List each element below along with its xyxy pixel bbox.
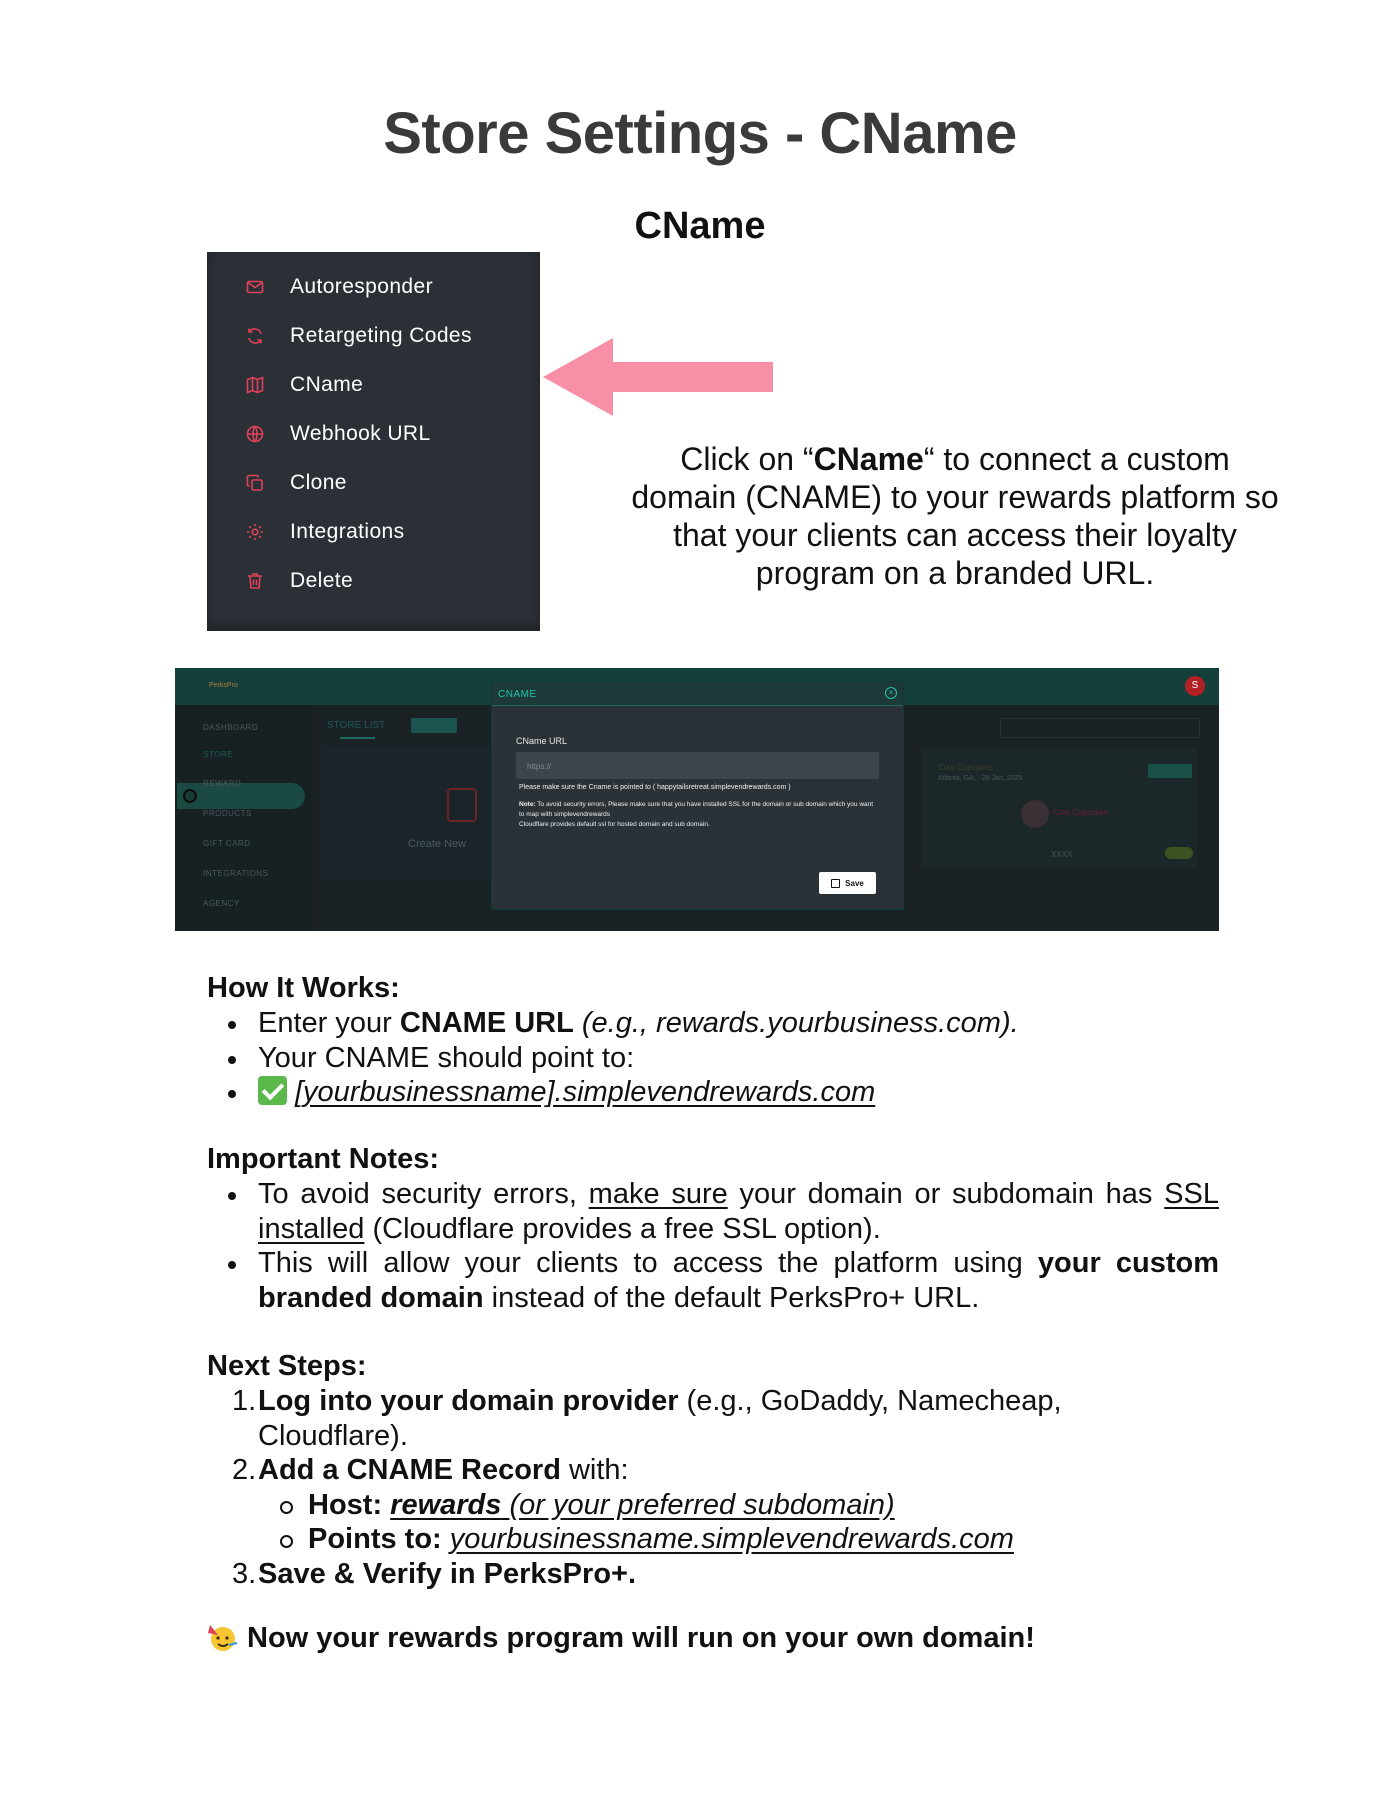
next-steps-heading: Next Steps:: [207, 1350, 367, 1382]
tab-store-list[interactable]: STORE LIST: [327, 720, 386, 731]
sidebar-item-products[interactable]: PRODUCTS: [203, 809, 252, 818]
cname-pointer-note: Please make sure the Cname is pointed to ( happytailsretreat.simplevendrewards.com ): [519, 784, 791, 791]
sidebar-item-store[interactable]: STORE: [203, 750, 233, 759]
menu-item-delete[interactable]: [207, 556, 540, 605]
store-card-name: Cute Cupcakes: [938, 763, 993, 772]
save-button[interactable]: Save: [819, 872, 876, 894]
app-sidebar: [175, 705, 312, 931]
menu-item-retargeting-codes[interactable]: [207, 311, 540, 360]
list-item: Enter your CNAME URL (e.g., rewards.yourbusiness.com).: [207, 1006, 1219, 1041]
gear-icon: [245, 522, 265, 542]
how-it-works-section: [207, 970, 1219, 1110]
party-face-icon: [207, 1621, 239, 1653]
sidebar-item-integrations[interactable]: INTEGRATIONS: [203, 869, 269, 878]
globe-icon: [245, 424, 265, 444]
menu-item-label: Webhook URL: [290, 421, 431, 445]
cname-modal: [491, 681, 904, 910]
step-item: 1. Log into your domain provider (e.g., GoDaddy, Namecheap, Cloudflare).: [232, 1385, 1062, 1452]
ssl-note: Note: To avoid security errors, Please make sure that you have installed SSL for the domain or sub domain which you want to map with simplevendrewards Cloudflare provides default ssl for hosted domain and sub domain.: [519, 801, 874, 828]
refresh-icon: [245, 326, 265, 346]
list-item: To avoid security errors, make sure your domain or subdomain has SSL installed (Cloudflare provides a free SSL option).: [207, 1177, 1219, 1246]
closing-line: Now your rewards program will run on your own domain!: [207, 1620, 1035, 1656]
important-notes-section: [207, 1141, 1219, 1315]
store-count-badge: [411, 718, 457, 733]
store-settings-menu: [207, 252, 540, 631]
checkmark-icon: [258, 1076, 287, 1105]
step-item: 2. Add a CNAME Record with: Host: rewards (or your preferred subdomain) Points to: yourbusinessname.simplevendrewards.com: [207, 1453, 1107, 1557]
menu-item-clone[interactable]: [207, 458, 540, 507]
create-new-label[interactable]: Create New: [408, 838, 467, 850]
cname-callout-text: Click on “CName“ to connect a custom domain (CNAME) to your rewards platform so that your clients can access their loyalty program on a branded URL.: [631, 441, 1279, 591]
menu-item-label: Integrations: [290, 519, 405, 543]
store-logo: [1021, 800, 1049, 828]
cname-url-input[interactable]: https://: [516, 752, 879, 779]
store-masked-value: XXXX: [1051, 850, 1073, 859]
shopping-bag-icon: [447, 788, 477, 822]
menu-item-label: CName: [290, 372, 364, 396]
app-logo: PerksPro: [209, 682, 238, 689]
next-steps-section: [207, 1348, 1107, 1591]
menu-item-cname[interactable]: [207, 360, 540, 409]
sidebar-item-dashboard[interactable]: DASHBOARD: [203, 723, 259, 732]
store-card-button[interactable]: [1148, 764, 1192, 778]
search-input[interactable]: [1000, 718, 1200, 738]
close-icon[interactable]: ×: [885, 687, 897, 699]
cname-modal-screenshot: [175, 668, 1219, 931]
store-logo-text: Cute Cupcakes: [1053, 808, 1108, 817]
trash-icon: [245, 571, 265, 591]
tab-underline: [340, 737, 375, 739]
pointer-arrow-icon: [543, 336, 773, 418]
modal-header: [492, 682, 903, 706]
floppy-icon: [831, 879, 840, 888]
sidebar-item-gift-card[interactable]: GIFT CARD: [203, 839, 251, 848]
store-toggle[interactable]: [1165, 847, 1193, 859]
avatar[interactable]: S: [1185, 676, 1205, 696]
list-item: Points to: yourbusinessname.simplevendrewards.com: [207, 1522, 1107, 1557]
menu-item-label: Autoresponder: [290, 274, 433, 298]
sidebar-item-reward[interactable]: REWARD: [203, 779, 242, 788]
section-subtitle: CName: [634, 205, 766, 247]
menu-item-label: Clone: [290, 470, 347, 494]
menu-item-autoresponder[interactable]: [207, 262, 540, 311]
store-card-location: Atlanta, GA, · 28 Jan, 2025: [938, 775, 1023, 782]
menu-item-label: Retargeting Codes: [290, 323, 472, 347]
menu-item-integrations[interactable]: [207, 507, 540, 556]
how-it-works-heading: How It Works:: [207, 972, 400, 1004]
list-item: Host: rewards (or your preferred subdomain): [207, 1488, 1107, 1523]
important-notes-heading: Important Notes:: [207, 1143, 439, 1175]
menu-item-webhook-url[interactable]: [207, 409, 540, 458]
modal-title: CNAME: [498, 689, 537, 700]
mail-icon: [245, 277, 265, 297]
copy-icon: [245, 473, 265, 493]
map-icon: [245, 375, 265, 395]
page-title: Store Settings - CName: [383, 101, 1017, 166]
sidebar-item-agency[interactable]: AGENCY: [203, 899, 240, 908]
step-item: 3. Save & Verify in PerksPro+.: [232, 1557, 637, 1590]
list-item: Your CNAME should point to:: [207, 1041, 1219, 1076]
cname-url-label: CName URL: [516, 736, 568, 746]
list-item: This will allow your clients to access the platform using your custom branded domain instead of the default PerksPro+ URL.: [207, 1246, 1219, 1315]
menu-item-label: Delete: [290, 568, 354, 592]
list-item: [207, 1075, 1219, 1110]
points-to-link[interactable]: yourbusinessname.simplevendrewards.com: [449, 1523, 1014, 1555]
cname-target-link[interactable]: [yourbusinessname].simplevendrewards.com: [295, 1076, 876, 1108]
